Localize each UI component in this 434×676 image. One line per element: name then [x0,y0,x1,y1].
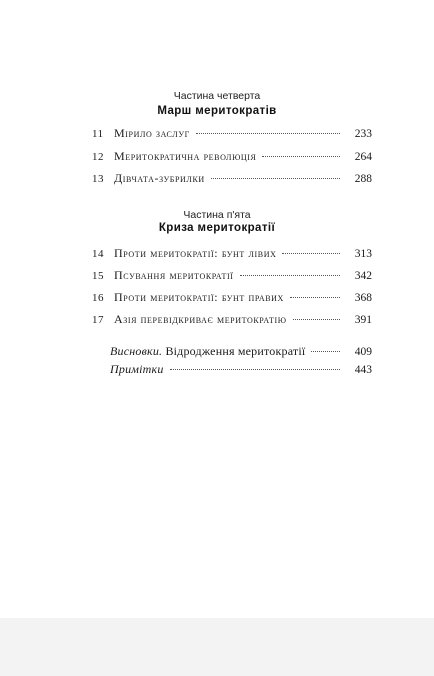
toc-entry-notes[interactable] [110,361,372,377]
dot-leader [311,350,340,352]
chapter-title: Дівчата-зубрилки [114,171,205,185]
page-number: 313 [354,248,372,260]
toc-entry[interactable] [92,267,372,283]
toc-entry[interactable] [92,125,372,141]
chapter-title: Псування меритократії [114,268,234,282]
dot-leader [290,296,340,298]
part-four-label: Частина четверта [173,90,261,102]
chapter-title: Азія перевідкриває меритократію [114,312,287,326]
page-number: 342 [354,270,372,282]
toc-entry[interactable] [92,148,372,164]
chapter-title: Мірило заслуг [114,126,190,140]
chapter-number: 13 [92,173,104,185]
toc-entry[interactable] [92,311,372,327]
chapter-number: 14 [92,248,104,260]
toc-entry[interactable] [92,289,372,305]
part-five-label: Частина п'ята [183,209,251,221]
dot-leader [282,252,340,254]
page-number: 368 [354,292,372,304]
page-number: 443 [354,364,372,376]
toc-entry-conclusion[interactable] [110,343,372,359]
dot-leader [196,132,340,134]
chapter-number: 16 [92,292,104,304]
chapter-number: 17 [92,314,104,326]
conclusion-title [110,343,305,359]
toc-entry[interactable] [92,170,372,186]
page-number: 409 [354,346,372,358]
chapter-number: 11 [92,128,104,140]
conclusion-heading: Відродження меритократії [165,344,306,358]
part-five-title: Криза меритократії [158,222,276,234]
dot-leader [240,274,341,276]
toc-entry[interactable] [92,245,372,261]
dot-leader [211,177,340,179]
page-number: 288 [354,173,372,185]
dot-leader [293,318,340,320]
chapter-number: 15 [92,270,104,282]
page-number: 264 [354,151,372,163]
page-number: 391 [354,314,372,326]
chapter-number: 12 [92,151,104,163]
chapter-title: Меритократична революція [114,149,257,163]
dot-leader [262,155,340,157]
notes-title: Примітки [110,362,164,376]
page-number: 233 [354,128,372,140]
chapter-title: Проти меритократії: бунт лівих [114,246,277,260]
conclusion-label: Висновки. [110,344,163,358]
chapter-title: Проти меритократії: бунт правих [114,290,284,304]
dot-leader [170,368,340,370]
page-bottom-shadow [0,618,434,676]
part-four-title: Марш меритократів [157,105,277,117]
